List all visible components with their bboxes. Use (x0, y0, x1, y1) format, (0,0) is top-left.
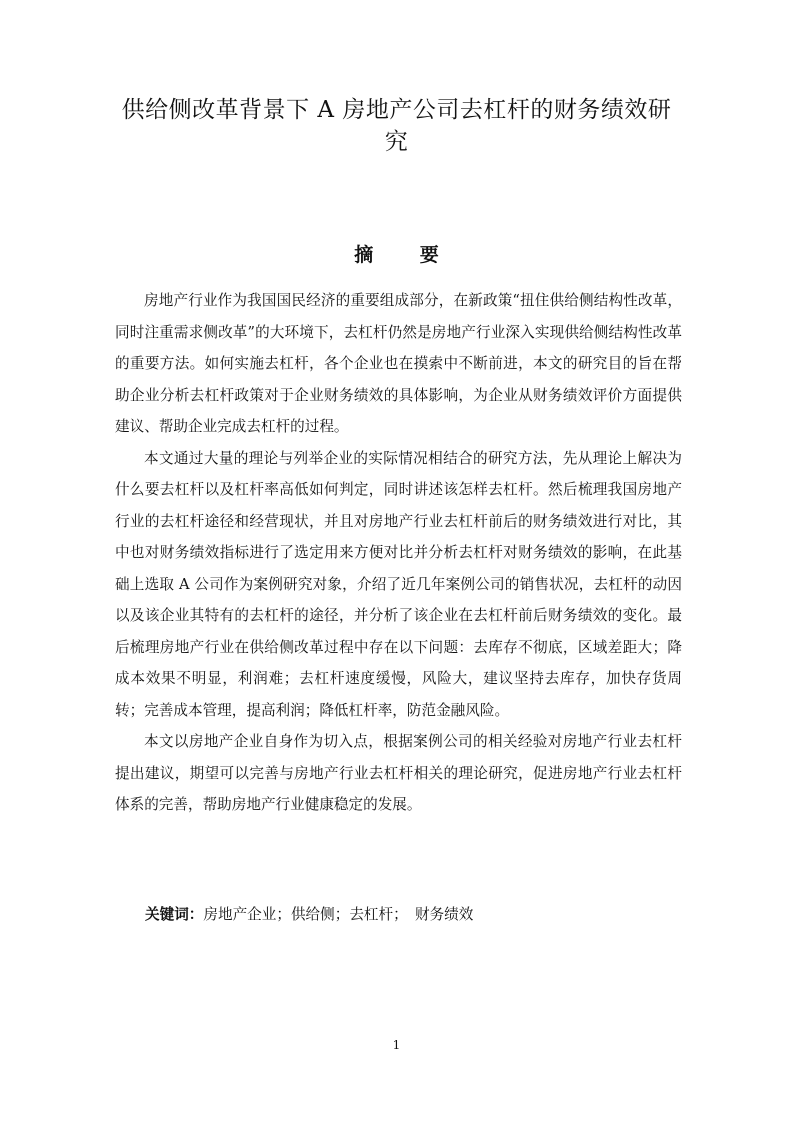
abstract-paragraph-2: 本文通过大量的理论与列举企业的实际情况相结合的研究方法，先从理论上解决为什么要去杠杆以及杠杆率高低如何判定，同时讲述该怎样去杠杆。然后梳理我国房地产行业的去杠杆途径和经营现状，并且对房地产行业去杠杆前后的财务绩效进行对比，其中也对财务绩效指标进行了选定用来方便对比并分析去杠杆对财务绩效的影响，在此基础上选取 A 公司作为案例研究对象，介绍了近几年案例公司的销售状况，去杠杆的动因以及该企业其特有的去杠杆的途径，并分析了该企业在去杠杆前后财务绩效的变化。最后梳理房地产行业在供给侧改革过程中存在以下问题：去库存不彻底，区域差距大；降成本效果不明显，利润难；去杠杆速度缓慢，风险大，建议坚持去库存，加快存货周转；完善成本管理，提高利润；降低杠杆率，防范金融风险。 (115, 449, 682, 719)
abstract-body (115, 285, 682, 821)
keywords-label: 关键词： (145, 906, 204, 923)
abstract-paragraph-3: 本文以房地产企业自身作为切入点，根据案例公司的相关经验对房地产行业去杠杆提出建议，期望可以完善与房地产行业去杠杆相关的理论研究，促进房地产行业去杠杆体系的完善，帮助房地产行业健康稳定的发展。 (115, 733, 682, 813)
keywords-line (145, 903, 473, 927)
abstract-paragraph-1: 房地产行业作为我国国民经济的重要组成部分，在新政策“扭住供给侧结构性改革，同时注重需求侧改革”的大环境下，去杠杆仍然是房地产行业深入实现供给侧结构性改革的重要方法。如何实施去杠杆，各个企业也在摸索中不断前进，本文的研究目的旨在帮助企业分析去杠杆政策对于企业财务绩效的具体影响，为企业从财务绩效评价方面提供建议、帮助企业完成去杠杆的过程。 (115, 292, 682, 435)
document-title: 供给侧改革背景下 A 房地产公司去杠杆的财务绩效研究 (121, 97, 672, 155)
abstract-heading: 摘 要 (354, 244, 459, 266)
keywords-list: 房地产企业；供给侧；去杠杆； 财务绩效 (203, 906, 474, 923)
page-number: 1 (392, 1038, 401, 1052)
